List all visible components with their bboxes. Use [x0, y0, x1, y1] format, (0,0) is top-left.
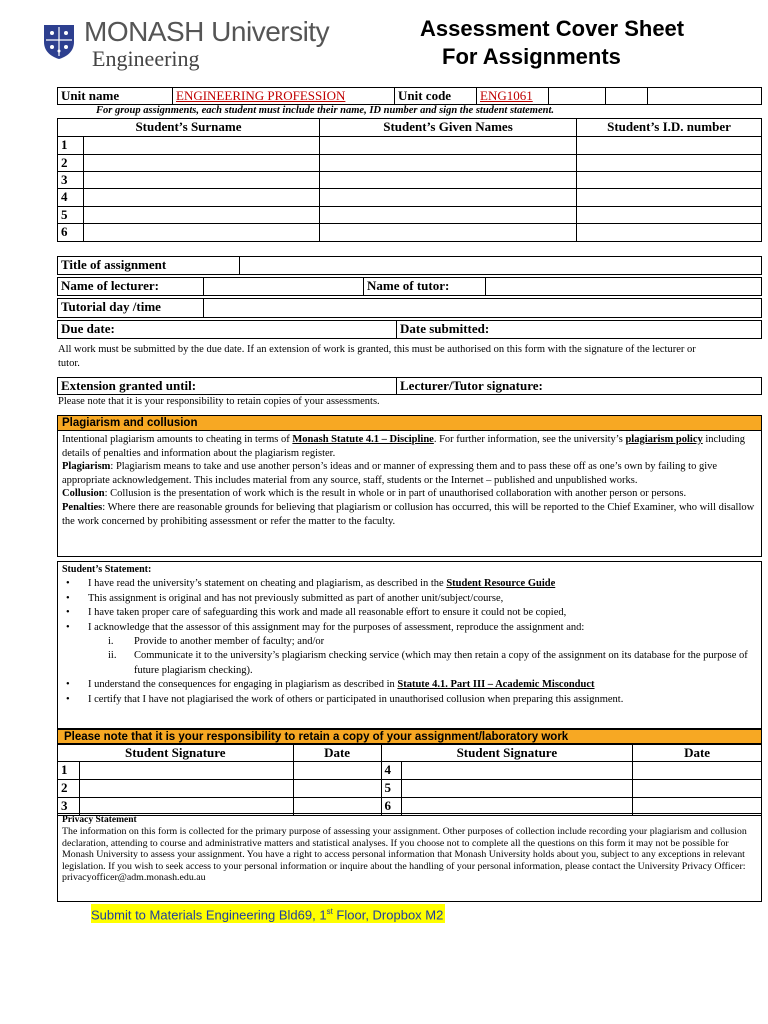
- given-names-field[interactable]: [320, 137, 577, 155]
- title-field[interactable]: [240, 257, 762, 275]
- signature-field[interactable]: [401, 780, 633, 798]
- surname-field[interactable]: [84, 224, 320, 242]
- unit-name-value[interactable]: ENGINEERING PROFESSION: [173, 88, 395, 105]
- student-signature-header: Student Signature: [58, 745, 294, 762]
- row-number: 6: [58, 224, 84, 242]
- lecturer-signature-label: Lecturer/Tutor signature:: [397, 378, 762, 395]
- submission-note: All work must be submitted by the due date. If an extension of work is granted, this must be authorised on this form with the signature of the lecturer or tutor.: [58, 344, 696, 369]
- page-title-line1: Assessment Cover Sheet: [420, 16, 685, 41]
- row-number: 1: [58, 762, 80, 780]
- id-number-header: Student’s I.D. number: [577, 119, 762, 137]
- lecturer-field[interactable]: [204, 278, 364, 296]
- extension-table: [57, 377, 762, 395]
- signature-field[interactable]: [401, 762, 633, 780]
- plagiarism-intro: Intentional plagiarism amounts to cheating in terms of Monash Statute 4.1 – Discipline. For further information, see the university’s plagiarism policy including details of penalties and information about the plagiarism register.: [62, 434, 746, 459]
- date-submitted-label: Date submitted:: [397, 321, 762, 339]
- tutorial-field[interactable]: [204, 299, 762, 318]
- row-number: 4: [58, 189, 84, 207]
- given-names-field[interactable]: [320, 207, 577, 224]
- plagiarism-box: [57, 415, 762, 557]
- group-note: For group assignments, each student must include their name, ID number and sign the student statement.: [96, 105, 555, 116]
- copy-note: Please note that it is your responsibility to retain a copy of your assignment/laboratory work: [57, 729, 762, 744]
- statement-item: • I understand the consequences for engaging in plagiarism as described in Statute 4.1. Part III – Academic Misconduct: [66, 679, 595, 691]
- row-number: 3: [58, 172, 84, 189]
- date-header: Date: [633, 745, 762, 762]
- id-number-field[interactable]: [577, 189, 762, 207]
- given-names-field[interactable]: [320, 224, 577, 242]
- statement-box: [57, 561, 762, 729]
- date-header: Date: [293, 745, 381, 762]
- tutorial-label: Tutorial day /time: [58, 299, 204, 318]
- date-field[interactable]: [293, 780, 381, 798]
- signature-field[interactable]: [79, 762, 293, 780]
- tutor-label: Name of tutor:: [364, 278, 486, 296]
- unit-table: [57, 87, 762, 105]
- statement-item: • I have read the university’s statement on cheating and plagiarism, as described in the Student Resource Guide: [66, 578, 556, 590]
- retain-note: Please note that it is your responsibility to retain copies of your assessments.: [58, 396, 380, 407]
- id-number-field[interactable]: [577, 137, 762, 155]
- date-field[interactable]: [633, 780, 762, 798]
- tutor-field[interactable]: [486, 278, 762, 296]
- submit-instruction: Submit to Materials Engineering Bld69, 1st Floor, Dropbox M2: [91, 904, 445, 923]
- lecturer-label: Name of lecturer:: [58, 278, 204, 296]
- given-names-header: Student’s Given Names: [320, 119, 577, 137]
- title-table: [57, 256, 762, 275]
- penalties-definition: Penalties: Where there are reasonable grounds for believing that plagiarism or collusion has occurred, this will be reported to the Chief Examiner, who will disallow the work concerned by prohibiting assessment or refer the matter to the faculty.: [62, 501, 755, 527]
- plagiarism-body: [58, 431, 761, 528]
- row-number: 1: [58, 137, 84, 155]
- faculty-name: Engineering: [92, 46, 200, 71]
- privacy-box: [57, 813, 762, 902]
- row-number: 2: [58, 155, 84, 172]
- row-number: 2: [58, 780, 80, 798]
- due-table: [57, 320, 762, 339]
- unit-code-value[interactable]: ENG1061: [477, 88, 549, 105]
- statement-heading: Student’s Statement:: [62, 564, 152, 575]
- id-number-field[interactable]: [577, 172, 762, 189]
- student-signature-header: Student Signature: [381, 745, 633, 762]
- privacy-text: The information on this form is collected for the primary purpose of assessing your assignment. Other purposes of collection include recording your plagiarism and collusion declaration, attending to course and administrative matters and statistical analyses. If you choose not to complete all the questions on this form it may not be possible for Monash University to assess your assignment. You have a right to access personal information that Monash University holds about you, subject to any exceptions in relevant legislation. If you wish to seek access to your personal information or inquire about the handling of your personal information, please contact the University Privacy Officer: privacyofficer@adm.monash.edu.au: [62, 826, 747, 884]
- unit-code-cell[interactable]: [648, 88, 762, 105]
- extension-label: Extension granted until:: [58, 378, 397, 395]
- unit-code-cell[interactable]: [549, 88, 606, 105]
- surname-field[interactable]: [84, 172, 320, 189]
- student-resource-guide-link[interactable]: Student Resource Guide: [446, 578, 556, 590]
- monash-crest-icon: [40, 22, 78, 60]
- plagiarism-policy-link[interactable]: plagiarism policy: [625, 434, 703, 445]
- title-label: Title of assignment: [58, 257, 240, 275]
- unit-code-cell[interactable]: [606, 88, 648, 105]
- surname-field[interactable]: [84, 155, 320, 172]
- due-date-label: Due date:: [58, 321, 397, 339]
- row-number: 6: [381, 798, 401, 816]
- statement-subitem: i. Provide to another member of faculty; and/or: [108, 636, 325, 648]
- tutorial-table: [57, 298, 762, 318]
- row-number: 5: [58, 207, 84, 224]
- statement-item: • This assignment is original and has not previously submitted as part of another unit/subject/course,: [66, 592, 504, 604]
- given-names-field[interactable]: [320, 155, 577, 172]
- surname-field[interactable]: [84, 189, 320, 207]
- statute-part-iii-link[interactable]: Statute 4.1. Part III – Academic Misconduct: [397, 679, 595, 691]
- surname-field[interactable]: [84, 137, 320, 155]
- privacy-heading: Privacy Statement: [62, 815, 137, 825]
- collusion-definition: Collusion: Collusion is the presentation of work which is the result in whole or in part of unauthorised collaboration with another person or persons.: [62, 488, 687, 500]
- given-names-field[interactable]: [320, 172, 577, 189]
- lecturer-table: [57, 277, 762, 296]
- statement-item: • I have taken proper care of safeguarding this work and made all reasonable effort to ensure it could not be copied,: [66, 607, 567, 619]
- surname-header: Student’s Surname: [58, 119, 320, 137]
- signature-table: [57, 744, 762, 816]
- university-name: MONASH University: [84, 16, 330, 47]
- statement-subitem: ii. Communicate it to the university’s plagiarism checking service (which may then retain a copy of the assignment on its database for the purpose of future plagiarism checking).: [108, 650, 748, 676]
- unit-name-label: Unit name: [58, 88, 173, 105]
- plagiarism-definition: Plagiarism: Plagiarism means to take and use another person’s ideas and or manner of expressing them and to pass these off as one’s own by failing to give appropriate acknowledgement. This includes material from any source, staff, students or the Internet – published and unpublished works.: [62, 461, 718, 486]
- id-number-field[interactable]: [577, 155, 762, 172]
- row-number: 5: [381, 780, 401, 798]
- row-number: 4: [381, 762, 401, 780]
- surname-field[interactable]: [84, 207, 320, 224]
- date-field[interactable]: [293, 762, 381, 780]
- row-number: 3: [58, 798, 80, 816]
- statement-item: • I certify that I have not plagiarised the work of others or participated in unauthorised collusion when preparing this assignment.: [66, 693, 624, 705]
- signature-field[interactable]: [79, 780, 293, 798]
- students-table: [57, 118, 762, 242]
- statute-link[interactable]: Monash Statute 4.1 – Discipline: [292, 434, 434, 445]
- unit-code-label: Unit code: [395, 88, 477, 105]
- given-names-field[interactable]: [320, 189, 577, 207]
- id-number-field[interactable]: [577, 207, 762, 224]
- id-number-field[interactable]: [577, 224, 762, 242]
- page-title-line2: For Assignments: [442, 44, 621, 69]
- plagiarism-heading: Plagiarism and collusion: [58, 416, 761, 431]
- statement-item: • I acknowledge that the assessor of this assignment may for the purposes of assessment, reproduce the assignment and:: [66, 621, 585, 633]
- date-field[interactable]: [633, 762, 762, 780]
